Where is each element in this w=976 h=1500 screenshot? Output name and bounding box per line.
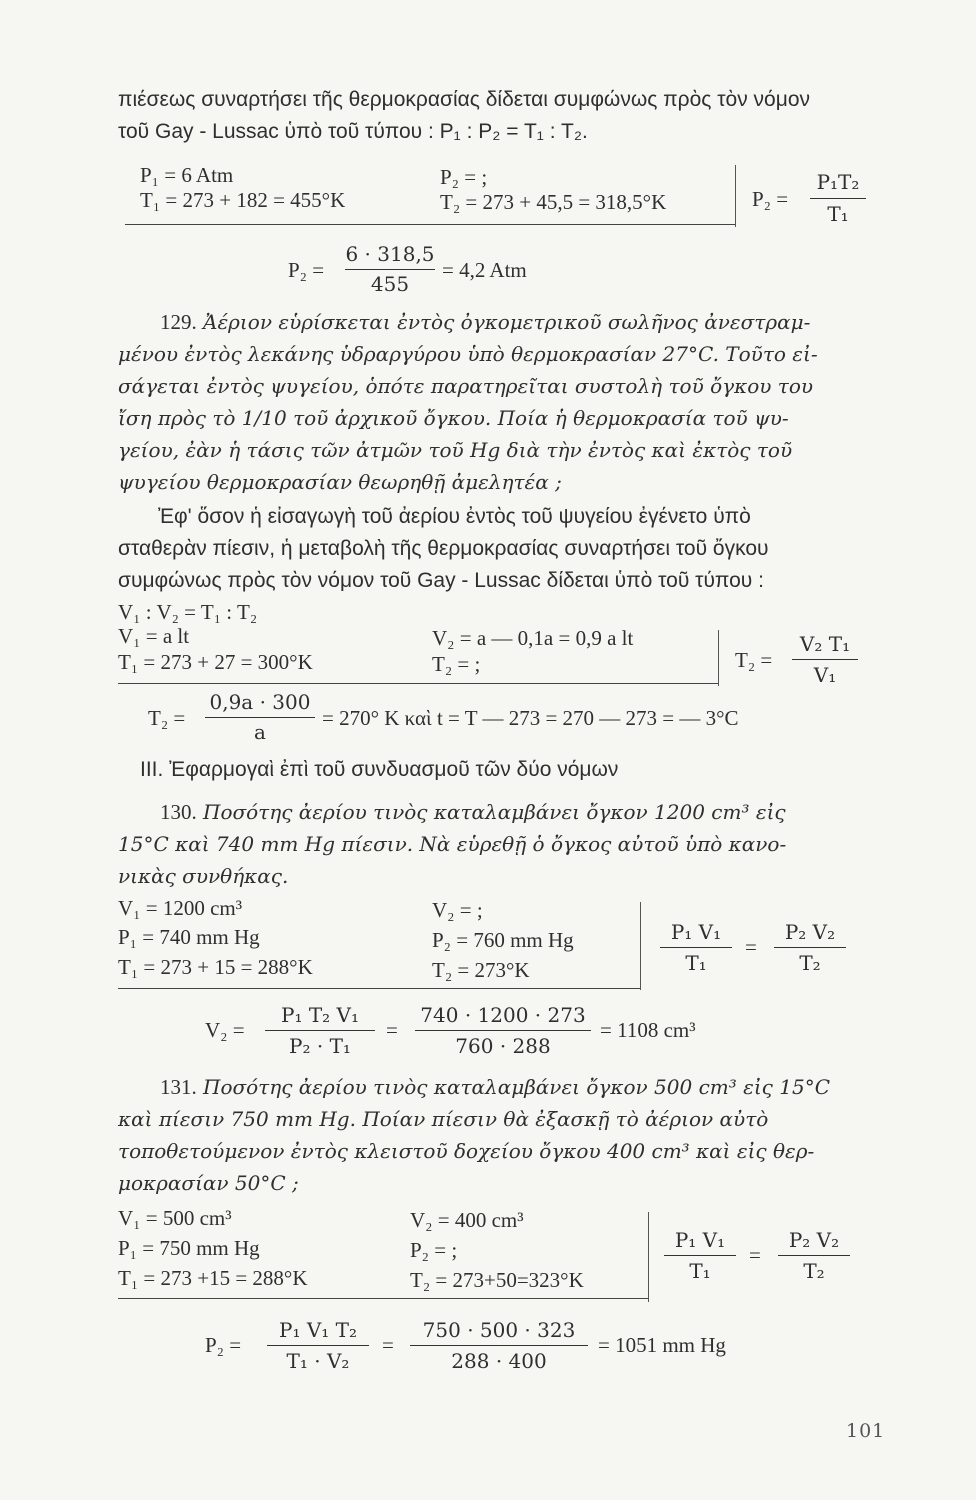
problem-129-given-1: V₁ = a lt xyxy=(118,624,190,648)
problem-131-unknown-2: P₂ = ; xyxy=(410,1238,458,1262)
problem-131-calc-rhs: = 1051 mm Hg xyxy=(598,1333,726,1357)
problem-131-text-2: καὶ πίεσιν 750 mm Hg. Ποίαν πίεσιν θὰ ἐξασκῇ τὸ ἀέριον αὐτὸ xyxy=(118,1107,769,1131)
problem-131-text-1: Ποσότης ἀερίου τινὸς καταλαμβάνει ὄγκον 500 cm³ εἰς 15°C xyxy=(203,1075,830,1099)
problem-130-calc-eq: = xyxy=(386,1018,398,1042)
problem-131-given-1: V₁ = 500 cm³ xyxy=(118,1206,232,1230)
problem-131-formula-left-bar xyxy=(664,1255,736,1256)
intro-table-divider xyxy=(735,165,736,227)
problem-131-table-divider xyxy=(648,1212,649,1302)
intro-given-1: P₁ = 6 Atm xyxy=(140,163,234,187)
intro-formula-num: P₁T₂ xyxy=(816,170,860,194)
intro-unknown-2: T₂ = 273 + 45,5 = 318,5°K xyxy=(440,190,667,214)
intro-calc-rhs: = 4,2 Atm xyxy=(442,258,527,282)
problem-131-calc-num-2: 750 · 500 · 323 xyxy=(422,1318,576,1342)
problem-131-formula-right-bar xyxy=(778,1255,850,1256)
problem-130-calc-bar-1 xyxy=(265,1030,375,1031)
problem-131-text-3: τοποθετούμενον ἐντὸς κλειστοῦ δοχείου ὄγκου 400 cm³ καὶ εἰς θερ- xyxy=(118,1139,815,1163)
problem-131-formula-left-den: T₁ xyxy=(689,1259,711,1283)
intro-formula-lhs: P₂ = xyxy=(752,187,789,211)
problem-130-calc-den-1: P₂ · T₁ xyxy=(289,1034,351,1058)
problem-129-unknown-2: T₂ = ; xyxy=(432,652,481,676)
problem-129-calc-num: 0,9a · 300 xyxy=(209,690,311,714)
problem-130-text-3: νικὰς συνθήκας. xyxy=(118,864,289,888)
problem-129-law: V₁ : V₂ = T₁ : T₂ xyxy=(118,600,258,624)
intro-line-2: τοῦ Gay - Lussac ὑπὸ τοῦ τύπου : P₁ : P₂ = T₁ : T₂. xyxy=(118,120,588,143)
problem-130-formula-left-den: T₁ xyxy=(685,951,707,975)
problem-131-calc-bar-2 xyxy=(410,1345,588,1346)
intro-formula-den: T₁ xyxy=(827,202,849,226)
problem-129-solution-1: Ἐφ' ὅσον ἡ εἰσαγωγὴ τοῦ ἀερίου ἐντὸς τοῦ ψυγείου ἐγένετο ὑπὸ xyxy=(158,505,751,528)
problem-130-formula-eq: = xyxy=(745,935,757,959)
problem-131-calc-num-1: P₁ V₁ T₂ xyxy=(278,1318,357,1342)
problem-129-table-divider xyxy=(718,630,719,686)
problem-131-calc-den-1: T₁ · V₂ xyxy=(286,1349,350,1373)
problem-130-formula-left-num: P₁ V₁ xyxy=(670,920,722,944)
problem-131-calc-bar-1 xyxy=(267,1345,369,1346)
problem-131-text-4: μοκρασίαν 50°C ; xyxy=(118,1171,299,1195)
problem-130-given-3: T₁ = 273 + 15 = 288°K xyxy=(118,955,313,979)
problem-129-solution-3: συμφώνως πρὸς τὸν νόμον τοῦ Gay - Lussac δίδεται ὑπὸ τοῦ τύπου : xyxy=(118,569,764,592)
problem-131-given-2: P₁ = 750 mm Hg xyxy=(118,1236,260,1260)
problem-130-given-1: V₁ = 1200 cm³ xyxy=(118,896,243,920)
problem-131-formula-right-den: T₂ xyxy=(803,1259,825,1283)
problem-131-table-rule xyxy=(118,1298,648,1299)
problem-131-calc-eq: = xyxy=(382,1333,394,1357)
problem-130-number: 130. xyxy=(160,800,197,824)
problem-129-calc-lhs: T₂ = xyxy=(148,706,186,730)
problem-131-calc-den-2: 288 · 400 xyxy=(451,1349,547,1373)
problem-130-formula-right-num: P₂ V₂ xyxy=(784,920,836,944)
intro-given-2: T₁ = 273 + 182 = 455°K xyxy=(140,188,346,212)
problem-129-formula-num: V₂ T₁ xyxy=(799,632,851,656)
problem-131-number: 131. xyxy=(160,1075,197,1099)
problem-129-text-3: σάγεται ἐντὸς ψυγείου, ὁπότε παρατηρεῖται συστολὴ τοῦ ὄγκου του xyxy=(118,374,814,398)
problem-129-text-6: ψυγείου θερμοκρασίαν θεωρηθῇ ἀμελητέα ; xyxy=(118,470,562,494)
problem-130-unknown-1: V₂ = ; xyxy=(432,898,483,922)
problem-130-formula-right-bar xyxy=(774,947,846,948)
problem-130-calc-bar-2 xyxy=(415,1030,591,1031)
problem-129-unknown-1: V₂ = a — 0,1a = 0,9 a lt xyxy=(432,626,634,650)
problem-131-formula-eq: = xyxy=(749,1243,761,1267)
intro-calc-bar xyxy=(345,269,435,270)
problem-129-text-4: ἴση πρὸς τὸ 1/10 τοῦ ἀρχικοῦ ὄγκου. Ποία ἡ θερμοκρασία τοῦ ψυ- xyxy=(118,406,789,430)
problem-131-formula-right-num: P₂ V₂ xyxy=(788,1228,840,1252)
problem-130-table-rule xyxy=(118,988,640,989)
problem-130-table-divider xyxy=(640,902,641,990)
problem-129-text-5: γείου, ἐὰν ἡ τάσις τῶν ἀτμῶν τοῦ Hg διὰ τὴν ἐντὸς καὶ ἐκτὸς τοῦ xyxy=(118,438,793,462)
page-number: 101 xyxy=(846,1420,886,1442)
problem-129-text-1: Ἀέριον εὑρίσκεται ἐντὸς ὀγκομετρικοῦ σωλῆνος ἀνεστραμ- xyxy=(203,310,811,334)
intro-calc-num: 6 · 318,5 xyxy=(345,242,435,266)
problem-130-formula-right-den: T₂ xyxy=(799,951,821,975)
problem-129-text-2: μένου ἐντὸς λεκάνης ὑδραργύρου ὑπὸ θερμοκρασίαν 27°C. Τοῦτο εἰ- xyxy=(118,342,818,366)
problem-130-text-1: Ποσότης ἀερίου τινὸς καταλαμβάνει ὄγκον 1200 cm³ εἰς xyxy=(203,800,786,824)
intro-line-1: πιέσεως συναρτήσει τῆς θερμοκρασίας δίδεται συμφώνως πρὸς τὸν νόμον xyxy=(118,88,811,111)
intro-formula-bar xyxy=(810,198,866,199)
problem-129-number: 129. xyxy=(160,310,197,334)
problem-131-formula-left-num: P₁ V₁ xyxy=(674,1228,726,1252)
problem-129-calc-bar xyxy=(205,717,315,718)
problem-130-unknown-3: T₂ = 273°K xyxy=(432,958,530,982)
section-3-title: III. Ἐφαρμογαὶ ἐπὶ τοῦ συνδυασμοῦ τῶν δύο νόμων xyxy=(140,758,619,781)
problem-130-calc-den-2: 760 · 288 xyxy=(455,1034,551,1058)
intro-calc-lhs: P₂ = xyxy=(288,258,325,282)
problem-130-calc-rhs: = 1108 cm³ xyxy=(600,1018,696,1042)
problem-130-calc-num-1: P₁ T₂ V₁ xyxy=(280,1003,359,1027)
problem-129-formula-lhs: T₂ = xyxy=(735,648,773,672)
problem-131-given-3: T₁ = 273 +15 = 288°K xyxy=(118,1266,308,1290)
problem-130-calc-num-2: 740 · 1200 · 273 xyxy=(420,1003,586,1027)
problem-130-given-2: P₁ = 740 mm Hg xyxy=(118,925,260,949)
problem-129-solution-2: σταθερὰν πίεσιν, ἡ μεταβολὴ τῆς θερμοκρασίας συναρτήσει τοῦ ὄγκου xyxy=(118,537,769,560)
problem-130-unknown-2: P₂ = 760 mm Hg xyxy=(432,928,574,952)
intro-unknown-1: P₂ = ; xyxy=(440,165,488,189)
intro-calc-den: 455 xyxy=(370,272,410,296)
problem-131-unknown-3: T₂ = 273+50=323°K xyxy=(410,1268,584,1292)
problem-129-given-2: T₁ = 273 + 27 = 300°K xyxy=(118,650,313,674)
problem-130-calc-lhs: V₂ = xyxy=(205,1018,245,1042)
problem-131-unknown-1: V₂ = 400 cm³ xyxy=(410,1208,524,1232)
problem-130-formula-left-bar xyxy=(660,947,732,948)
problem-129-calc-rhs: = 270° K καὶ t = T — 273 = 270 — 273 = — 3°C xyxy=(322,706,739,730)
intro-table-rule xyxy=(125,224,735,225)
problem-130-text-2: 15°C καὶ 740 mm Hg πίεσιν. Νὰ εὑρεθῇ ὁ ὄγκος αὐτοῦ ὑπὸ κανο- xyxy=(118,832,787,856)
problem-129-formula-den: V₁ xyxy=(813,663,837,687)
problem-129-formula-bar xyxy=(792,659,858,660)
problem-131-calc-lhs: P₂ = xyxy=(205,1333,242,1357)
problem-129-calc-den: a xyxy=(254,720,266,744)
problem-129-table-rule xyxy=(118,683,718,684)
